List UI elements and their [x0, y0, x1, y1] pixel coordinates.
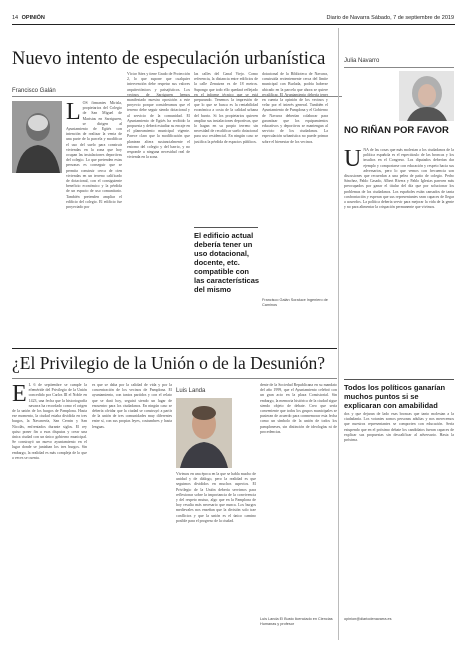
- article1-byline: Francisco Galán: [12, 88, 56, 94]
- article2-author-photo: [176, 398, 232, 468]
- article1-headline: Nuevo intento de especulación urbanística: [12, 49, 326, 69]
- masthead: Diario de Navarra Sábado, 7 de septiembre de 2019: [326, 15, 454, 21]
- article2-col4: dente de la Sociedad Republicana en su mandato del año 1999, que el Ayuntamiento celebró con un gran acto en la plaza Consistorial. Sin embargo, la memoria histórica de la ciudad sigue siendo objeto de debate. Creo que sería conveniente que todos los grupos municipales se pusieran de acuerdo para conmemorar esta fecha como un símbolo de la unión de todos los pamploneses, sin distinción de ideologías ni de procedencias.: [260, 383, 337, 434]
- article2-headline: ¿El Privilegio de la Unión o de la Desunión?: [12, 353, 325, 373]
- article2-author-label: Luis Landa: [176, 388, 206, 394]
- article2-col2: es que se daba por la calidad de vida y por la concentración de los vecinos de Pamplona. El ayuntamiento, con tantos partidos y con el relato que se dará hoy, seguirá siendo un lugar de encuentro para los ciudadanos. En ningún caso se debería olvidar que la ciudad se construyó a partir de la unión de tres comunidades muy diferentes entre sí, con sus propias leyes, costumbres y hasta lenguas.: [92, 383, 172, 429]
- article1-col1: LOS firmantes Mirisla, propietarios del Colegio de San Miguel de Maristas en Sarriguren, se dirigen al Ayuntamiento de Egüés con intención de realizar la venta de una parte de la parcela y modificar el uso del suelo para construir viviendas en la zona que hoy ocupan las instalaciones deportivas del colegio. Lo que pretenden estas personas es conseguir que se permita construir cerca de cien viviendas en un terreno calificado de dotacional, con el consiguiente beneficio económico y la pérdida de un espacio de uso comunitario. También pretenden ampliar el edificio del colegio. El edificio fue proyectado por: [66, 101, 122, 210]
- column-author-label: Julia Navarro: [344, 58, 380, 64]
- section-name: OPINIÓN: [21, 15, 45, 21]
- article1-signature: Francisco Galán Soraluce Ingeniero de Caminos: [262, 298, 328, 307]
- column-body: UNA de las cosas que más molestan a los ciudadanos de la política española es el espectáculo de las broncas y los insultos en el Congreso. Los diputados deberían dar ejemplo y comportarse con educación y respeto hacia sus adversarios, pero lo que vemos con frecuencia son discusiones que recuerdan a una pelea de patio de colegio. Pedro Sánchez, Pablo Casado, Albert Rivera y Pablo Iglesias parecen más preocupados por ganar el titular del día que por solucionar los problemas de los ciudadanos. Los españoles están cansados de tanta confrontación y esperan que sus representantes sean capaces de llegar a acuerdos. La política debería servir para mejorar la vida de la gente y no para alimentar la crispación permanente que vivimos.: [344, 148, 454, 210]
- column-headline: NO RIÑAN POR FAVOR: [344, 125, 449, 136]
- article1-col3b: [194, 275, 258, 345]
- article1-drop-cap: L: [66, 101, 81, 125]
- article2-top-rule: [12, 348, 337, 349]
- column-email: opinion@diariodenavarra.es: [344, 617, 392, 621]
- column-author-rule: [344, 67, 454, 68]
- article2-col1: E L 6 de septiembre se cumple la efeméride del Privilegio de la Unión concedido por Carlos III el Noble en 1423, una fecha que la historiografía navarra ha recordado como el origen de la unión de los burgos de Pamplona. Hasta ese momento, la ciudad estaba dividida en tres burgos, la Navarrería, San Cernin y San Nicolás, enfrentados durante siglos. El rey quiso poner fin a esas disputas y crear una única ciudad con un único gobierno municipal. Se construyó un nuevo ayuntamiento en el lugar donde se juntaban los tres burgos. Sin embargo, la realidad es más compleja de lo que a veces se cuenta.: [12, 383, 87, 460]
- column-pull-rule: [344, 379, 454, 380]
- column-divider: [338, 28, 339, 640]
- article1-pull-quote: El edificio actual debería tener un uso dotacional, docente, etc. compatible con las características del mismo: [194, 231, 260, 294]
- article1-col3: las calles del Canal Viejo. Como referencia, la distancia entre edificios de la calle Zenutzea es de 18 metros. Supongo que todo ello quedará reflejado en el informe técnico que se está preparando. Tenemos la impresión de que lo que se busca es la rentabilidad económica a costa de la calidad urbana del barrio. Si los propietarios quieren ampliar sus instalaciones deportivas, que lo hagan en su propio terreno sin necesidad de recalificar suelo dotacional para uso residencial. En ningún caso se justifica la pérdida de espacios públicos.: [194, 72, 258, 144]
- column-pull-quote: Todos los políticos ganarían muchos puntos si se explicaran con amabilidad: [344, 383, 446, 410]
- article2-drop-cap: E: [12, 383, 27, 407]
- article1-col2: Víctor Sáez y tiene Grado de Protección 2, lo que supone que cualquier intervención debe respetar sus valores arquitectónicos y paisajísticos. Los vecinos de Sarriguren hemos manifestado nuestra oposición a este proyecto porque consideramos que el terreno debe seguir siendo dotacional y al servicio de la comunidad. El Ayuntamiento de Egüés ha recibido la propuesta y deberá estudiar su encaje en el planeamiento municipal vigente. Parece claro que la modificación que plantean altera sustancialmente el entorno del colegio y del barrio, y no responde a ninguna necesidad real de vivienda en la zona.: [127, 72, 190, 160]
- article2-signature: Luis Landa El Busto licenciado en Ciencias Humanas y profesor: [260, 617, 333, 626]
- article2-col3: Vivimos en una época en la que se habla mucho de unidad y de diálogo, pero la realidad es que seguimos divididos en muchos aspectos. El Privilegio de la Unión debería servirnos para reflexionar sobre la importancia de la convivencia y del respeto mutuo, algo que en la Pamplona de hoy resulta más necesario que nunca. Los burgos medievales nos enseñan que la división solo trae conflictos y que la unión es el único camino posible para el progreso de la ciudad.: [176, 472, 256, 523]
- columnist-photo: [399, 71, 454, 121]
- pull-quote-rule-top: [194, 227, 258, 228]
- page-header-left: [12, 15, 72, 21]
- column-drop-cap: U: [344, 148, 362, 172]
- page-number: 14: [12, 15, 19, 21]
- article2-headline-rule: [12, 378, 337, 379]
- column-body2: dos y que dejaran de lado esas broncas que tanto molestan a la ciudadanía. Los votantes somos personas adultas y nos merecemos que nuestros representantes se comporten con educación. Sería estupendo que en el próximo debate los candidatos fueran capaces de explicar sus propuestas sin descalificar al adversario. Hasta la próxima.: [344, 412, 454, 443]
- header-rule: [12, 24, 455, 25]
- article1-col4: dotacional de la Biblioteca de Navarra, construida recientemente cerca del límite municipal con Burlada, podría haberse ubicado en la parcela que ahora se quiere recalificar. El Ayuntamiento debería tener en cuenta la opinión de los vecinos y velar por el interés general. También el Ayuntamiento de Pamplona y el Gobierno de Navarra deberían colaborar para garantizar que los equipamientos educativos y deportivos se mantengan al servicio de los ciudadanos. La especulación urbanística no puede primar sobre el bienestar de los vecinos.: [262, 72, 328, 144]
- author-photo: [12, 101, 62, 173]
